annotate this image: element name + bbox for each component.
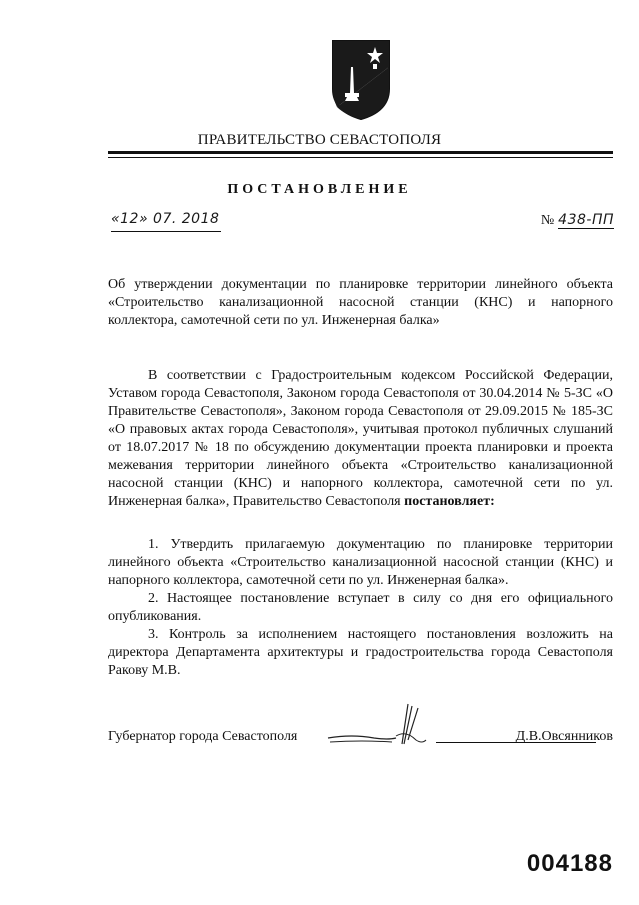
preamble-text bbox=[108, 367, 613, 511]
resolution-item: 2. Настоящее постановление вступает в силу со дня его официального опубликования. bbox=[108, 591, 613, 624]
resolves-keyword: постановляет: bbox=[404, 494, 495, 509]
subject-paragraph bbox=[108, 276, 613, 330]
number-sign: № bbox=[540, 213, 555, 228]
number-value: 438-ПП bbox=[558, 212, 614, 228]
header-rule-thin bbox=[108, 157, 613, 158]
serial-number: 004188 bbox=[526, 850, 613, 877]
resolution-item: 3. Контроль за исполнением настоящего постановления возложить на директора Департамента архитектуры и градостроительства города Севастополя Ракову М.В. bbox=[108, 627, 613, 678]
preamble-paragraph bbox=[108, 367, 613, 511]
signature-block bbox=[108, 729, 613, 751]
resolution-item: 1. Утвердить прилагаемую документацию по планировке территории линейного объекта «Строительство канализационной насосной станции (КНС) и напорного коллектора, самотечной сети по ул. Инженерная балка». bbox=[108, 537, 613, 588]
document-number bbox=[530, 211, 614, 231]
organization-title: ПРАВИТЕЛЬСТВО СЕВАСТОПОЛЯ bbox=[197, 132, 442, 148]
preamble-body: В соответствии с Градостроительным кодексом Российской Федерации, Уставом города Севастополя, Законом города Севастополя от 30.04.2014 № 5-ЗС «О Правительстве Севастополя», Законом города Севастополя от 29.09.2015 № 185-ЗС «О правовых актах города Севастополя», учитывая протокол публичных слушаний от 18.07.2017 № 18 по обсуждению документации проекта планировки и проекта межевания территории линейного объекта «Строительство канализационной насосной станции (КНС) и напорного коллектора, самотечной сети по ул. Инженерная балка», Правительство Севастополя bbox=[108, 368, 613, 509]
resolution-items bbox=[108, 536, 613, 680]
header-rule-thick bbox=[108, 151, 613, 154]
sevastopol-coat-of-arms-icon bbox=[329, 37, 393, 121]
document-type: ПОСТАНОВЛЕНИЕ bbox=[227, 182, 412, 197]
document-date: «12» 07. 2018 bbox=[111, 211, 221, 232]
signatory-name: Д.В.Овсянников bbox=[515, 729, 613, 744]
subject-text: Об утверждении документации по планировке территории линейного объекта «Строительство канализационной насосной станции (КНС) и напорного коллектора, самотечной сети по ул. Инженерная балка» bbox=[108, 277, 613, 328]
signatory-role: Губернатор города Севастополя bbox=[108, 729, 298, 744]
